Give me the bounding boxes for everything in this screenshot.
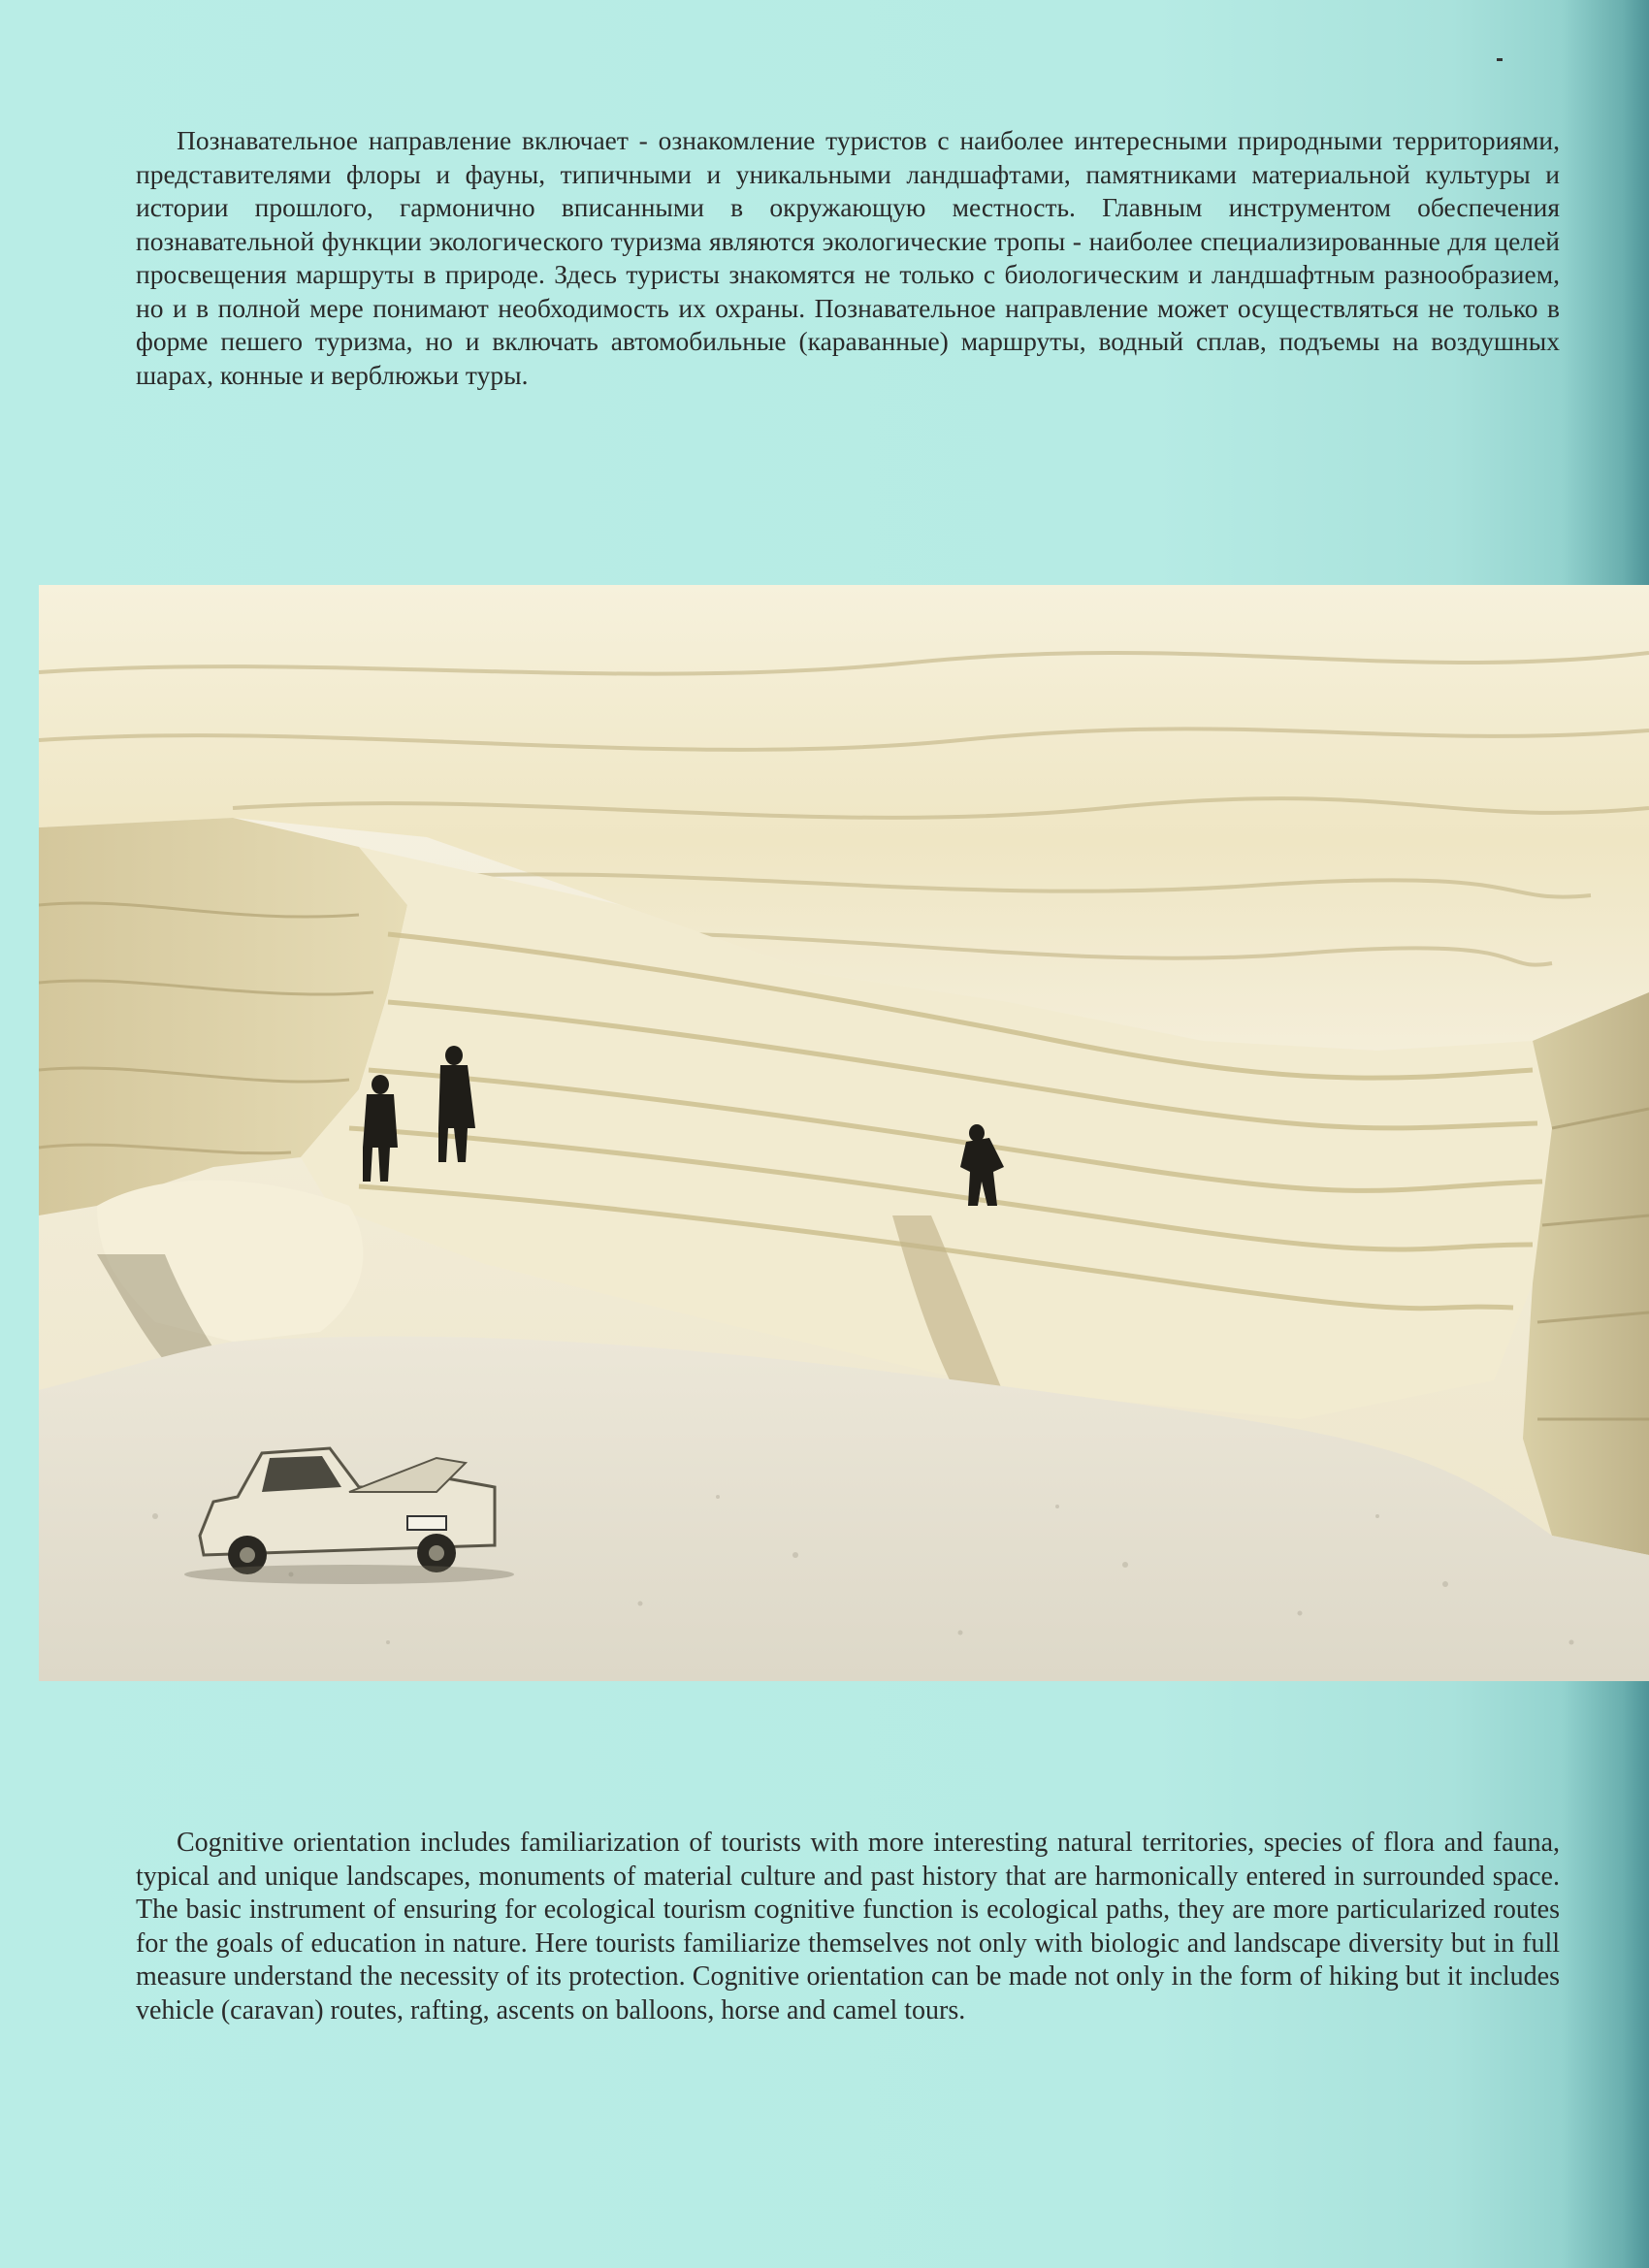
page-mark [1497, 58, 1503, 61]
landscape-photo [39, 585, 1649, 1681]
chalk-cliff-photo-illustration [39, 585, 1649, 1681]
english-paragraph: Cognitive orientation includes familiarization of tourists with more interesting natural territories, species of flora and fauna, typical and unique landscapes, monuments of material culture and past history that are harmonically entered in surrounded space. The basic instrument of ensuring for ecological tourism cognitive function is ecological paths, they are more particularized routes for the goals of education in nature. Here tourists familiarize themselves not only with biologic and landscape diversity but in full measure understand the necessity of its protection. Cognitive orientation can be made not only in the form of hiking but it includes vehicle (caravan) routes, rafting, ascents on balloons, horse and camel tours. [136, 1828, 1560, 2025]
russian-text-block [136, 124, 1560, 392]
english-text-block [136, 1827, 1560, 2027]
russian-paragraph: Познавательное направление включает - ознакомление туристов с наиболее интересными природными территориями, представителями флоры и фауны, типичными и уникальными ландшафтами, памятниками материальной культуры и истории прошлого, гармонично вписанными в окружающую местность. Главным инструментом обеспечения познавательной функции экологического туризма являются экологические тропы - наиболее специализированные для целей просвещения маршруты в природе. Здесь туристы знакомятся не только с биологическим и ландшафтным разнообразием, но и в полной мере понимают необходимость их охраны. Познавательное направление может осуществляться не только в форме пешего туризма, но и включать автомобильные (караванные) маршруты, водный сплав, подъемы на воздушных шарах, конные и верблюжьи туры. [136, 125, 1560, 390]
